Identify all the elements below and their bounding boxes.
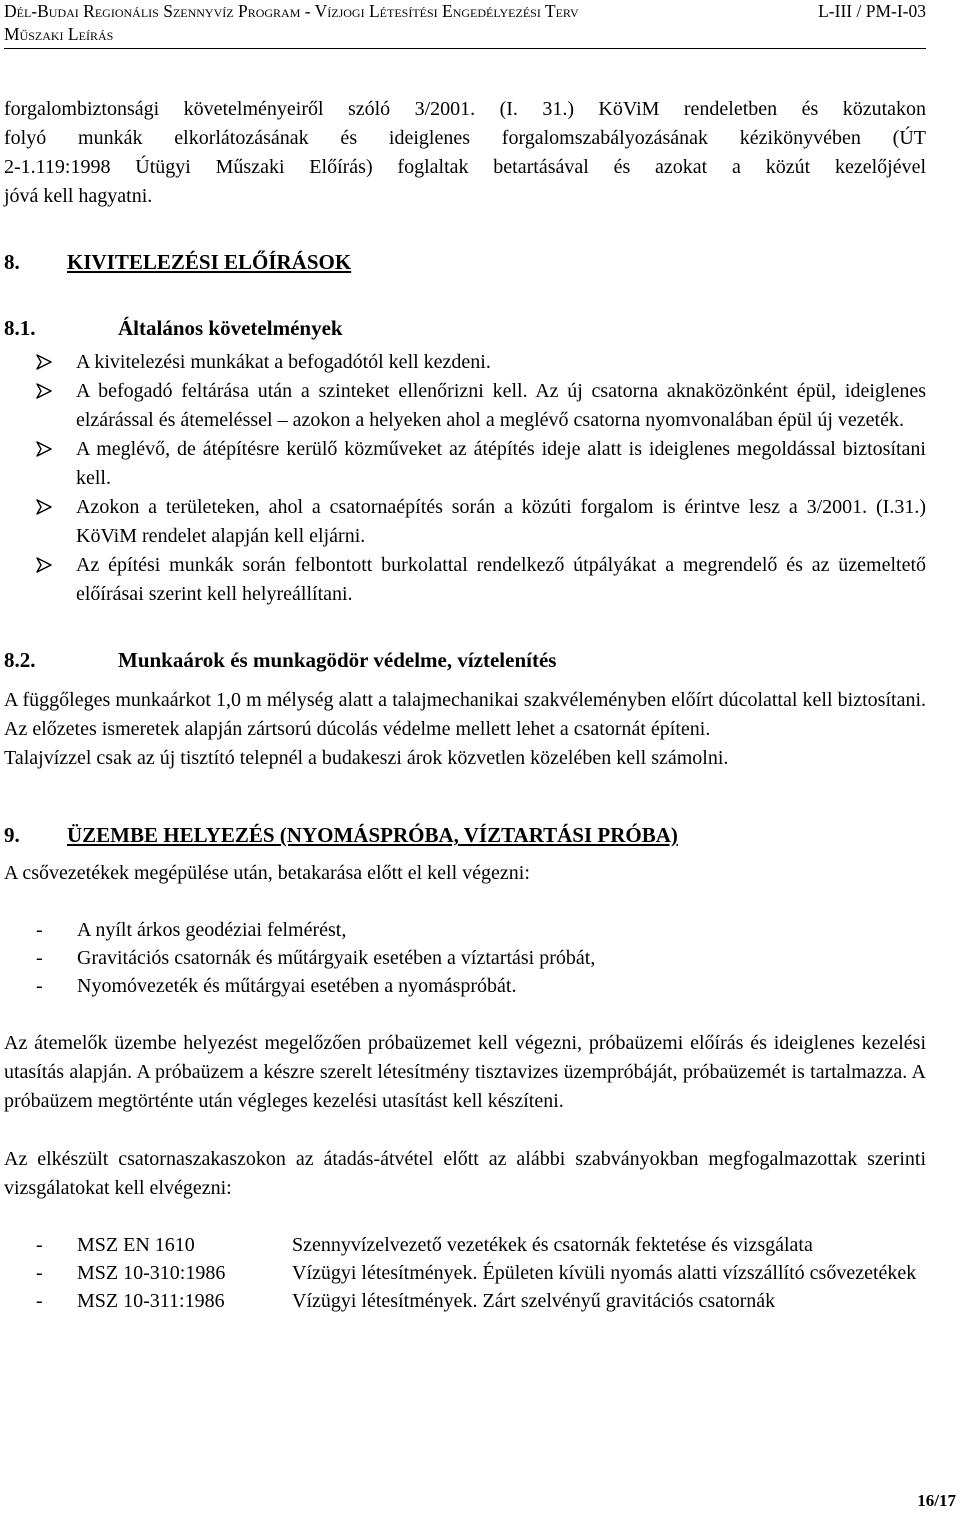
standard-row: - MSZ 10-310:1986 Vízügyi létesítmények. Épületen kívüli nyomás alatti vízszállító csővezetékek: [4, 1259, 926, 1287]
arrow-bullet-icon: [35, 498, 53, 516]
section-number: 9.: [4, 823, 20, 847]
standards-list: [4, 1231, 926, 1315]
section-9-heading: [4, 821, 926, 850]
section-number: 8.1.: [4, 316, 36, 340]
list-item: [4, 348, 926, 377]
paragraph: Az átemelők üzembe helyezést megelőzően próbaüzemet kell végezni, próbaüzemi előírás és ideiglenes kezelési utasítás alapján. A próbaüzem a készre szerelt létesítmény tisztavizes üzempróbáját, próbaüzemét is tartalmazza. A próbaüzem megtörténte után végleges kezelési utasítást kell készíteni.: [4, 1032, 926, 1112]
standard-code: MSZ 10-310:1986: [77, 1262, 226, 1284]
list-item-text: Nyomóvezeték és műtárgyai esetében a nyomáspróbát.: [77, 975, 517, 997]
page-header: [4, 0, 926, 49]
paragraph: Talajvízzel csak az új tisztító telepnél a budakeszi árok közvetlen közelében kell számolni.: [4, 747, 729, 769]
arrow-bullet-icon: [35, 556, 53, 574]
header-row: [4, 0, 926, 23]
arrow-bullet-icon: [35, 382, 53, 400]
section-title: KIVITELEZÉSI ELŐÍRÁSOK: [67, 250, 352, 274]
arrow-bullet-icon: [35, 353, 53, 371]
standard-description: Vízügyi létesítmények. Zárt szelvényű gravitációs csatornák: [292, 1290, 776, 1312]
arrow-bullet-icon: [35, 440, 53, 458]
list-item: [4, 435, 926, 493]
list-item-text: A nyílt árkos geodéziai felmérést,: [77, 919, 347, 941]
list-item: [4, 377, 926, 435]
header-subtitle: Műszaki Leírás: [4, 24, 114, 44]
header-project: Dél-Budai Regionális Szennyvíz Program - Vízjogi Létesítési Engedélyezési Terv: [4, 1, 579, 21]
section-title: Általános követelmények: [118, 316, 343, 340]
standard-description: Vízügyi létesítmények. Épületen kívüli nyomás alatti vízszállító csővezetékek: [292, 1262, 917, 1284]
list-item: [4, 493, 926, 551]
list-item-text: Gravitációs csatornák és műtárgyaik esetében a víztartási próbát,: [77, 947, 596, 969]
section-8-heading: [4, 248, 926, 277]
list-item-text: A meglévő, de átépítésre kerülő közműveket az átépítés ideje alatt is ideiglenes megoldással biztosítani kell.: [76, 438, 926, 489]
intro-line: folyó munkák elkorlátozásának és ideiglenes forgalomszabályozásának kézikönyvében (ÚT: [4, 127, 926, 149]
requirements-list: [4, 348, 926, 609]
inspection-list: [4, 916, 926, 1000]
intro-line: 2-1.119:1998 Útügyi Műszaki Előírás) foglaltak betartásával és azokat a közút kezelőjével: [4, 156, 926, 178]
header-doc-code: L-III / PM-I-03: [818, 1, 926, 21]
standard-description: Szennyvízelvezető vezetékek és csatornák fektetése és vizsgálata: [292, 1234, 813, 1256]
intro-line: forgalombiztonsági követelményeiről szóló 3/2001. (I. 31.) KöViM rendeletben és közutakon: [4, 98, 926, 120]
standard-row: - MSZ EN 1610 Szennyvízelvezető vezetékek és csatornák fektetése és vizsgálata: [4, 1231, 926, 1259]
list-item: - Nyomóvezeték és műtárgyai esetében a nyomáspróbát.: [4, 972, 926, 1000]
list-item: - A nyílt árkos geodéziai felmérést,: [4, 916, 926, 944]
section-number: 8.: [4, 250, 20, 274]
list-item: - Gravitációs csatornák és műtárgyaik esetében a víztartási próbát,: [4, 944, 926, 972]
page-number: 16/17: [917, 1491, 956, 1510]
list-item-text: A kivitelezési munkákat a befogadótól kell kezdeni.: [76, 351, 491, 373]
list-item-text: A befogadó feltárása után a szinteket ellenőrizni kell. Az új csatorna aknaközönként épül, ideiglenes elzárással és átemeléssel – azokon a helyeken ahol a meglévő csatorna nyomvonalában épül új vezeték.: [76, 380, 926, 431]
paragraph: A csővezetékek megépülése után, betakarása előtt el kell végezni:: [4, 862, 530, 884]
list-item-text: Azokon a területeken, ahol a csatornaépítés során a közúti forgalom is érintve lesz a 3/2001. (I.31.) KöViM rendelet alapján kell eljárni.: [76, 496, 926, 547]
paragraph: Az elkészült csatornaszakaszokon az átadás-átvétel előtt az alábbi szabványokban megfogalmazottak szerinti vizsgálatokat kell elvégezni:: [4, 1148, 926, 1199]
document-body: [4, 95, 926, 1315]
standard-code: MSZ 10-311:1986: [77, 1290, 225, 1312]
intro-paragraph: [4, 95, 926, 211]
standard-row: - MSZ 10-311:1986 Vízügyi létesítmények. Zárt szelvényű gravitációs csatornák: [4, 1287, 926, 1315]
list-item-text: Az építési munkák során felbontott burkolattal rendelkező útpályákat a megrendelő és az üzemeltető előírásai szerint kell helyreállítani.: [76, 554, 926, 605]
section-title: Munkaárok és munkagödör védelme, víztelenítés: [118, 648, 557, 672]
intro-line: jóvá kell hagyatni.: [4, 185, 153, 207]
section-82-heading: [4, 646, 926, 675]
section-title: ÜZEMBE HELYEZÉS (NYOMÁSPRÓBA, VÍZTARTÁSI PRÓBA): [67, 823, 678, 847]
section-number: 8.2.: [4, 648, 36, 672]
paragraph: A függőleges munkaárkot 1,0 m mélység alatt a talajmechanikai szakvéleményben előírt dúcolattal kell biztosítani. Az előzetes ismeretek alapján zártsorú dúcolás védelme mellett lehet a csatornát építeni.: [4, 689, 926, 740]
section-81-heading: [4, 314, 926, 343]
list-item: [4, 551, 926, 609]
standard-code: MSZ EN 1610: [77, 1234, 195, 1256]
